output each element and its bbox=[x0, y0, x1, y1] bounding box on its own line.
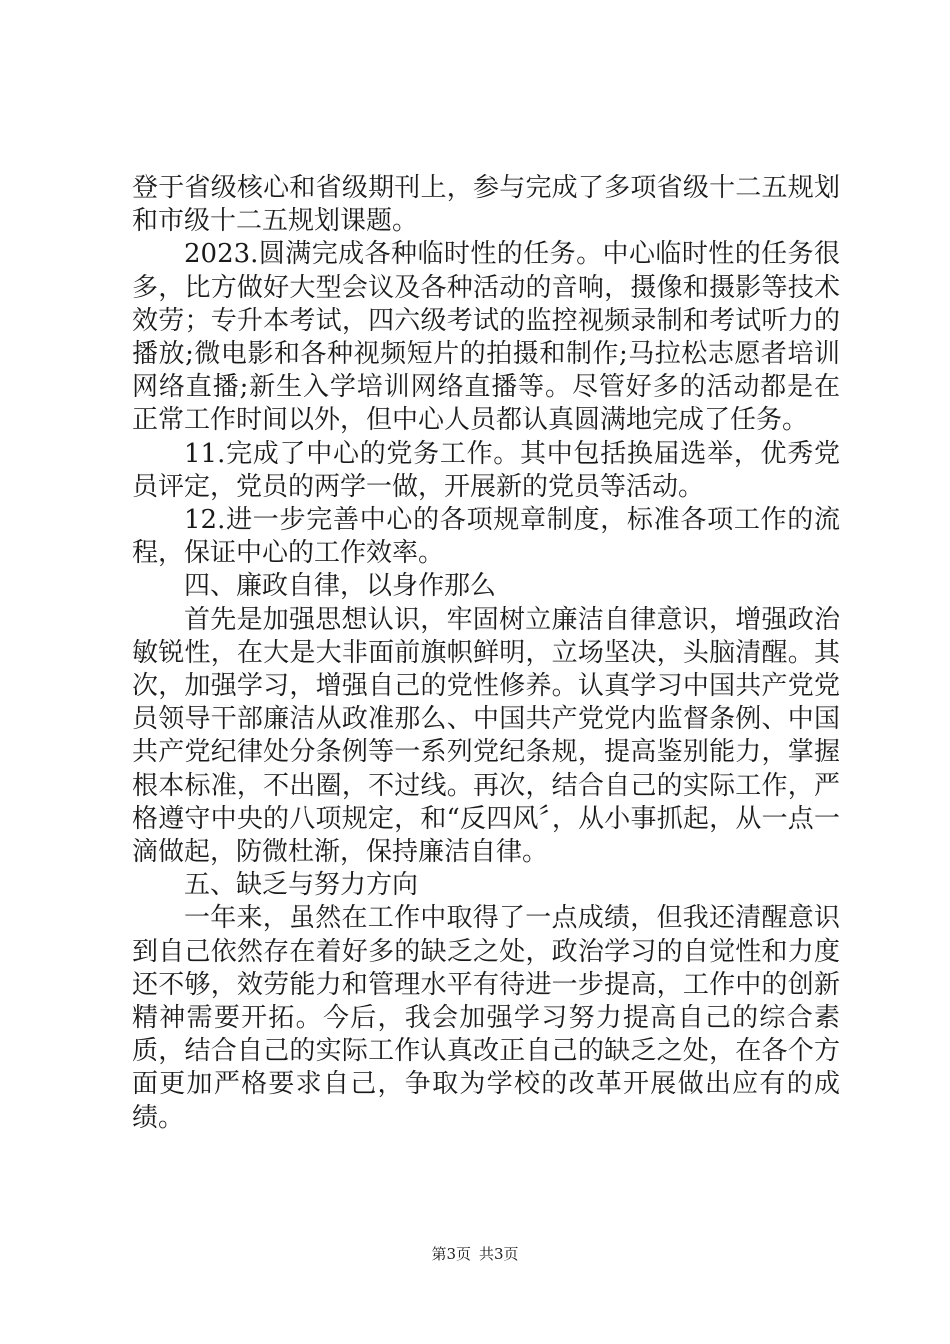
paragraph-continuation: 登于省级核心和省级期刊上，参与完成了多项省级十二五规划和市级十二五规划课题。 bbox=[132, 173, 840, 237]
document-body bbox=[132, 172, 840, 1135]
page-footer bbox=[0, 1243, 950, 1264]
page-number: 第3页 bbox=[431, 1245, 471, 1263]
paragraph-integrity: 首先是加强思想认识，牢固树立廉洁自律意识，增强政治敏锐性，在大是大非面前旗帜鲜明，立场坚决，头脑清醒。其次，加强学习，增强自己的党性修养。认真学习中国共产党党员领导干部廉洁从政准那么、中国共产党党内监督条例、中国共产党纪律处分条例等一系列党纪条规，提高鉴别能力，掌握根本标准，不出圈，不过线。再次，结合自己的实际工作，严格遵守中央的八项规定，和“反四风〞，从小事抓起，从一点一滴做起，防微杜渐，保持廉洁自律。 bbox=[132, 604, 840, 868]
page-total: 共3页 bbox=[479, 1245, 519, 1263]
section-heading-shortcomings: 五、缺乏与努力方向 bbox=[184, 870, 419, 901]
paragraph-regulations: 12.进一步完善中心的各项规章制度，标准各项工作的流程，保证中心的工作效率。 bbox=[132, 505, 840, 569]
paragraph-shortcomings: 一年来，虽然在工作中取得了一点成绩，但我还清醒意识到自己依然存在着好多的缺乏之处，政治学习的自觉性和力度还不够，效劳能力和管理水平有待进一步提高，工作中的创新精神需要开拓。今后，我会加强学习努力提高自己的综合素质，结合自己的实际工作认真改正自己的缺乏之处，在各个方面更加严格要求自己，争取为学校的改革开展做出应有的成绩。 bbox=[132, 903, 840, 1133]
paragraph-party-work: 11.完成了中心的党务工作。其中包括换届选举，优秀党员评定，党员的两学一做，开展新的党员等活动。 bbox=[132, 438, 840, 502]
paragraph-temporary-tasks: 2023.圆满完成各种临时性的任务。中心临时性的任务很多，比方做好大型会议及各种活动的音响，摄像和摄影等技术效劳；专升本考试，四六级考试的监控视频录制和考试听力的播放;微电影和各种视频短片的拍摄和制作;马拉松志愿者培训网络直播;新生入学培训网络直播等。尽管好多的活动都是在正常工作时间以外，但中心人员都认真圆满地完成了任务。 bbox=[132, 239, 840, 436]
section-heading-integrity: 四、廉政自律，以身作那么 bbox=[184, 571, 497, 602]
